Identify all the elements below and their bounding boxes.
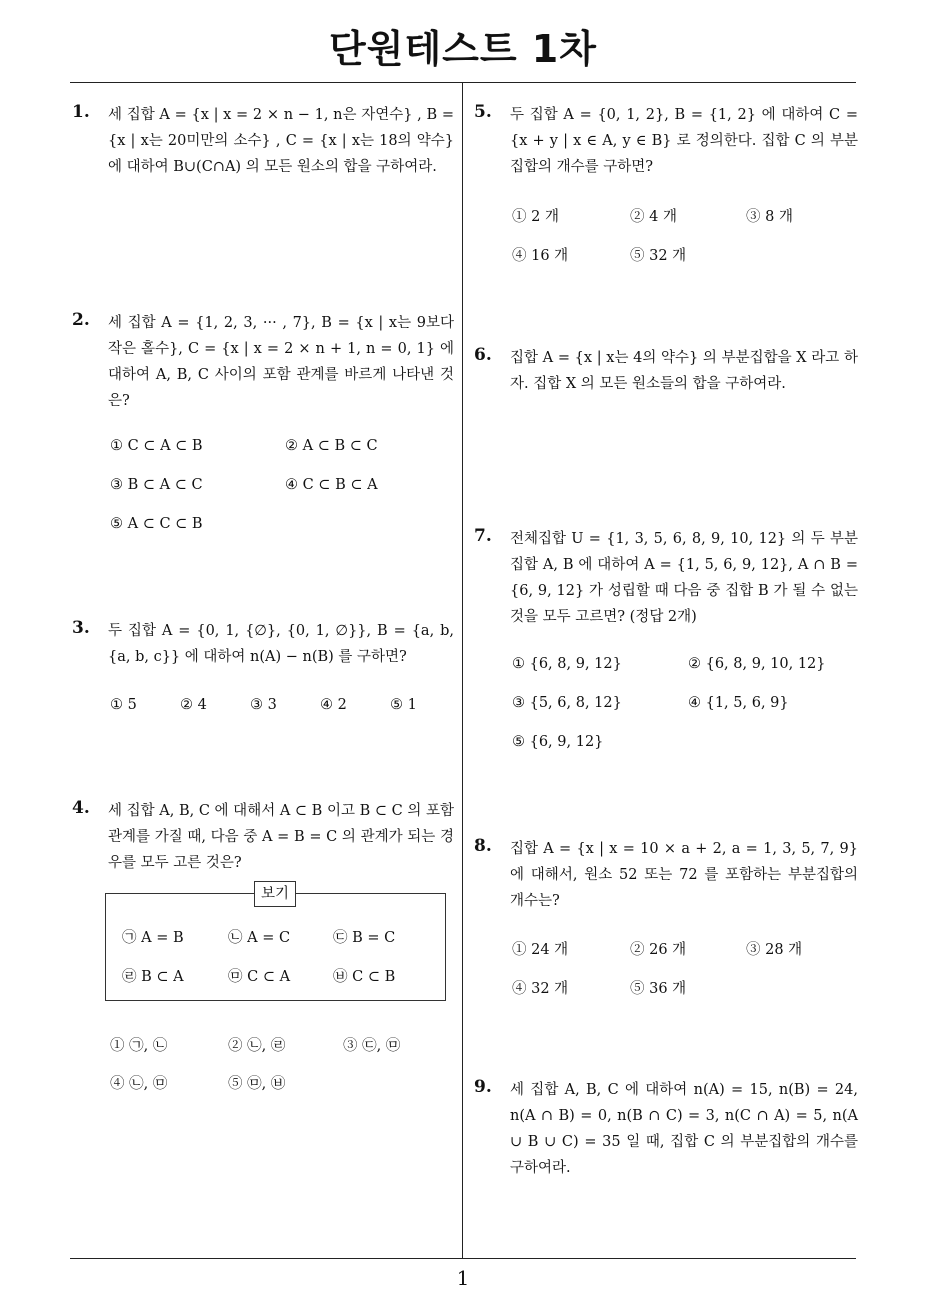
top-rule [70, 82, 856, 83]
option-3[interactable]: ③ B ⊂ A ⊂ C [110, 477, 203, 493]
option-5[interactable]: ⑤ 32 개 [630, 248, 687, 264]
option-1[interactable]: ① {6, 8, 9, 12} [512, 656, 622, 672]
question-stem: 두 집합 A = {0, 1, {∅}, {0, 1, ∅}}, B = {a, b, {a, b, c}} 에 대하여 n(A) − n(B) 를 구하면? [108, 623, 454, 665]
option-5[interactable]: ⑤ A ⊂ C ⊂ B [110, 516, 203, 532]
question-number: 2. [72, 310, 90, 330]
example-item: ㉡ A = C [228, 930, 291, 946]
option-3[interactable]: ③ 8 개 [746, 209, 793, 225]
example-item: ㉥ C ⊂ B [333, 969, 396, 985]
option-5[interactable]: ⑤ 36 개 [630, 981, 687, 997]
option-5[interactable]: ⑤ 1 [390, 697, 417, 713]
column-divider [462, 83, 463, 1258]
page-title: 단원테스트 1차 [329, 27, 597, 71]
option-1[interactable]: ① 2 개 [512, 209, 559, 225]
option-2[interactable]: ② 4 [180, 697, 207, 713]
option-3[interactable]: ③ 28 개 [746, 942, 803, 958]
example-item: ㉢ B = C [333, 930, 396, 946]
option-2[interactable]: ② ㉡, ㉣ [228, 1038, 286, 1054]
example-item: ㉠ A = B [122, 930, 184, 946]
option-4[interactable]: ④ ㉡, ㉤ [110, 1076, 168, 1092]
example-item: ㉣ B ⊂ A [122, 969, 184, 985]
question-stem: 전체집합 U = {1, 3, 5, 6, 8, 9, 10, 12} 의 두 부분집합 A, B 에 대하여 A = {1, 5, 6, 9, 12}, A ∩ B = {6, 9, 12} 가 성립할 때 다음 중 집합 B 가 될 수 없는 것을 모두 고르면? (정답 2개) [510, 531, 858, 625]
bottom-rule [70, 1258, 856, 1259]
page-number: 1 [456, 1266, 470, 1290]
question-stem: 집합 A = {x | x = 10 × a + 2, a = 1, 3, 5, 7, 9} 에 대해서, 원소 52 또는 72 를 포함하는 부분집합의 개수는? [510, 841, 858, 909]
question-stem: 두 집합 A = {0, 1, 2}, B = {1, 2} 에 대하여 C = {x + y | x ∈ A, y ∈ B} 로 정의한다. 집합 C 의 부분집합의 개수를 구하면? [510, 107, 858, 175]
option-4[interactable]: ④ 2 [320, 697, 347, 713]
option-2[interactable]: ② A ⊂ B ⊂ C [285, 438, 378, 454]
option-5[interactable]: ⑤ ㉤, ㉥ [228, 1076, 286, 1092]
question-number: 1. [72, 102, 90, 122]
option-3[interactable]: ③ 3 [250, 697, 277, 713]
option-1[interactable]: ① 5 [110, 697, 137, 713]
question-number: 6. [474, 345, 492, 365]
option-4[interactable]: ④ C ⊂ B ⊂ A [285, 477, 378, 493]
option-3[interactable]: ③ ㉢, ㉤ [343, 1038, 401, 1054]
question-stem: 세 집합 A = {x | x = 2 × n − 1, n은 자연수} , B = {x | x는 20미만의 소수} , C = {x | x는 18의 약수} 에 대하여 B∪(C∩A) 의 모든 원소의 합을 구하여라. [108, 107, 454, 175]
question-number: 4. [72, 798, 90, 818]
option-4[interactable]: ④ 32 개 [512, 981, 569, 997]
example-box-label: 보기 [254, 881, 296, 907]
option-4[interactable]: ④ 16 개 [512, 248, 569, 264]
option-3[interactable]: ③ {5, 6, 8, 12} [512, 695, 622, 711]
option-2[interactable]: ② 26 개 [630, 942, 687, 958]
question-number: 7. [474, 526, 492, 546]
option-1[interactable]: ① C ⊂ A ⊂ B [110, 438, 203, 454]
option-4[interactable]: ④ {1, 5, 6, 9} [688, 695, 789, 711]
example-item: ㉤ C ⊂ A [228, 969, 291, 985]
question-number: 8. [474, 836, 492, 856]
question-stem: 세 집합 A, B, C 에 대하여 n(A) = 15, n(B) = 24, n(A ∩ B) = 0, n(B ∩ C) = 3, n(C ∩ A) = 5, n(A ∪ B ∪ C) = 35 일 때, 집합 C 의 부분집합의 개수를 구하여라. [510, 1082, 858, 1176]
question-number: 9. [474, 1077, 492, 1097]
option-5[interactable]: ⑤ {6, 9, 12} [512, 734, 604, 750]
option-1[interactable]: ① ㉠, ㉡ [110, 1038, 168, 1054]
question-stem: 집합 A = {x | x는 4의 약수} 의 부분집합을 X 라고 하자. 집합 X 의 모든 원소들의 합을 구하여라. [510, 350, 858, 392]
question-number: 5. [474, 102, 492, 122]
option-1[interactable]: ① 24 개 [512, 942, 569, 958]
question-stem: 세 집합 A, B, C 에 대해서 A ⊂ B 이고 B ⊂ C 의 포함 관계를 가질 때, 다음 중 A = B = C 의 관계가 되는 경우를 모두 고른 것은? [108, 803, 454, 871]
question-number: 3. [72, 618, 90, 638]
option-2[interactable]: ② {6, 8, 9, 10, 12} [688, 656, 826, 672]
question-stem: 세 집합 A = {1, 2, 3, ··· , 7}, B = {x | x는 9보다 작은 홀수}, C = {x | x = 2 × n + 1, n = 0, 1} 에 대하여 A, B, C 사이의 포함 관계를 바르게 나타낸 것은? [108, 315, 454, 409]
option-2[interactable]: ② 4 개 [630, 209, 677, 225]
